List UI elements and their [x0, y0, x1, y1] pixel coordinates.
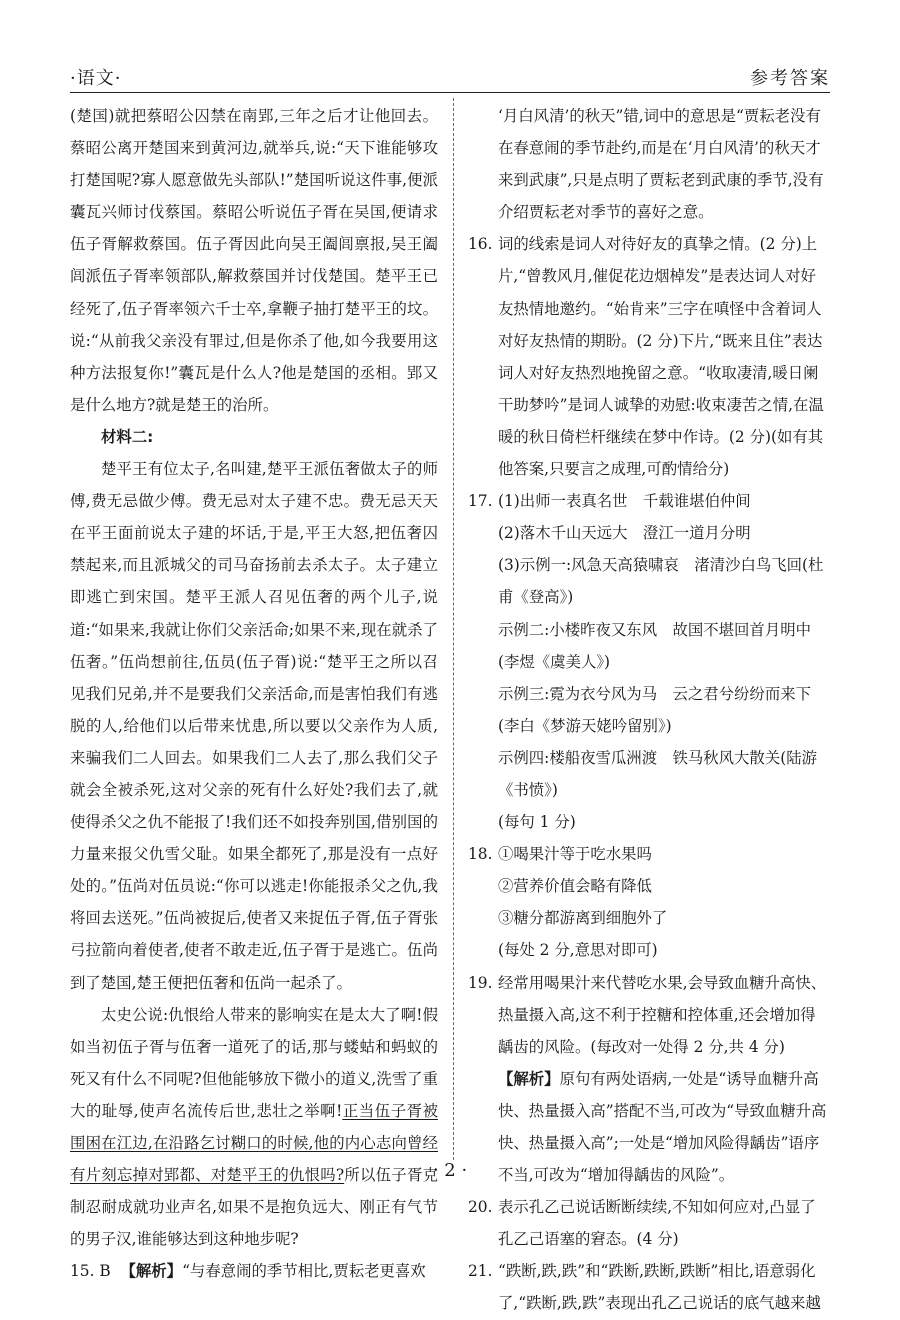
translation-paragraph-3 [70, 999, 438, 1256]
q15-analysis-tag: 【解析】 [120, 1262, 183, 1281]
q15-number: 15. B [70, 1262, 111, 1281]
q17-line-3: (3)示例一:风急天高猿啸哀 渚清沙白鸟飞回(杜甫《登高》) [498, 556, 824, 607]
q17-line-2: (2)落木千山天远大 澄江一道月分明 [498, 524, 751, 543]
q15-text: “与春意闹的季节相比,贾耘老更喜欢 [182, 1262, 426, 1281]
question-17 [468, 485, 830, 517]
q17-line-1: (1)出师一表真名世 千载谁堪伯仲间 [498, 492, 751, 511]
q18-answer-1: ①喝果汁等于吃水果吗 [498, 845, 652, 864]
q19-analysis-text: 原句有两处语病,一处是“诱导血糖升高快、热量摄入高”搭配不当,可改为“导致血糖升高快、热量摄入高”;一处是“增加风险得龋齿”语序不当,可改为“增加得龋齿的风险”。 [498, 1069, 827, 1185]
page-number: · 2 · [432, 1160, 468, 1181]
header-rule [70, 92, 830, 93]
paragraph-3-text-a: 太史公说:仇恨给人带来的影响实在是太大了啊!假如当初伍子胥与伍奢一道死了的话,那与蝼蛄和蚂蚁的死又有什么不同呢?但他能够放下微小的道义,洗雪了重大的耻辱,使声名流传后世,悲壮之举啊! [70, 1005, 438, 1120]
question-19 [468, 967, 830, 1063]
right-column [468, 100, 830, 1313]
q17-example-3: 示例三:霓为衣兮风为马 云之君兮纷纷而来下(李白《梦游天姥吟留别》) [498, 684, 811, 735]
q16-text: 词的线索是词人对待好友的真挚之情。(2 分)上片,“曾教风月,催促花边烟棹发”是表达词人对好友热情地邀约。“始肯来”三字在嗔怪中含着词人对好友热情的期盼。(2 分)下片,“既来且住”表达词人对好友热烈地挽留之意。“收取凄清,暖日阑干助梦吟”是词人诚挚的劝慰:收束凄苦之情,在温暖的秋日倚栏杆继续在梦中作诗。(2 分)(如有其他答案,只要言之成理,可酌情给分) [498, 235, 824, 479]
translation-paragraph-2: 楚平王有位太子,名叫建,楚平王派伍奢做太子的师傅,费无忌做少傅。费无忌对太子建不忠。费无忌天天在平王面前说太子建的坏话,于是,平王大怒,把伍奢囚禁起来,而且派城父的司马奋扬前去杀太子。太子建立即逃亡到宋国。楚平王派人召见伍奢的两个儿子,说道:“如果来,我就让你们父亲活命;如果不来,现在就杀了伍奢。”伍尚想前往,伍员(伍子胥)说:“楚平王之所以召见我们兄弟,并不是要我们父亲活命,而是害怕我们有逃脱的人,给他们以后带来忧患,所以要以父亲作为人质,来骗我们二人回去。如果我们二人去了,那么我们父子就会全被杀死,这对父亲的死有什么好处?我们去了,就使得杀父之仇不能报了!我们还不如投奔别国,借别国的力量来报父仇雪父耻。如果全都死了,那是没有一点好处的。”伍尚对伍员说:“你可以逃走!你能报杀父之仇,我将回去送死。”伍尚被捉后,使者又来捉伍子胥,伍子胥张弓拉箭向着使者,使者不敢走近,伍子胥于是逃亡。伍尚到了楚国,楚王便把伍奢和伍尚一起杀了。 [70, 460, 438, 992]
question-18 [468, 838, 830, 870]
translation-paragraph-1: (楚国)就把蔡昭公囚禁在南郢,三年之后才让他回去。蔡昭公离开楚国来到黄河边,就举兵,说:“天下谁能够攻打楚国呢?寡人愿意做先头部队!”楚国听说这件事,便派囊瓦兴师讨伐蔡国。蔡昭公听说伍子胥在吴国,便请求伍子胥解救蔡国。伍子胥因此向吴王阖闾禀报,吴王阖闾派伍子胥率领部队,解救蔡国并讨伐楚国。楚平王已经死了,伍子胥率领六千士卒,拿鞭子抽打楚平王的坟。说:“从前我父亲没有罪过,但是你杀了他,如今我要用这种方法报复你!”囊瓦是什么人?他是楚国的丞相。郢又是什么地方?就是楚王的治所。 [70, 107, 438, 414]
q18-answer-2: ②营养价值会略有降低 [498, 877, 652, 896]
q17-number: 17. [468, 492, 493, 511]
underlined-sentence: 正当伍子胥被围困在江边,在沿路乞讨糊口的时候,他的内心志向曾经有片刻忘掉对郢都、对楚平王的仇恨吗? [70, 1101, 438, 1185]
question-20 [468, 1191, 830, 1255]
question-15 [70, 1255, 438, 1287]
q21-number: 21. [468, 1262, 493, 1281]
subject-label: ·语文· [70, 68, 122, 89]
q16-number: 16. [468, 235, 493, 254]
q18-answer-3: ③糖分都游离到细胞外了 [498, 909, 668, 928]
q19-analysis-tag: 【解析】 [498, 1069, 560, 1088]
left-column [70, 100, 438, 1281]
material-2-heading: 材料二: [101, 427, 154, 446]
q21-text: “跌断,跌,跌”和“跌断,跌断,跌断”相比,语意弱化了,“跌断,跌,跌”表现出孔乙己说话的底气越来越 [498, 1262, 821, 1313]
section-title: 参考答案 [750, 68, 830, 89]
paragraph-3-text-b: 所以伍子胥克制忍耐成就功业声名,如果不是抱负远大、刚正有气节的男子汉,谁能够达到这种地步呢? [70, 1166, 438, 1249]
question-16 [468, 228, 830, 485]
q19-number: 19. [468, 973, 493, 992]
q15-continuation: ‘月白风清’的秋天”错,词中的意思是“贾耘老没有在春意闹的季节赴约,而是在‘月白风清’的秋天才来到武康”,只是点明了贾耘老到武康的季节,没有介绍贾耘老对季节的喜好之意。 [498, 107, 824, 222]
column-divider [453, 98, 454, 1160]
question-21 [468, 1255, 830, 1319]
q17-score: (每句 1 分) [498, 813, 576, 832]
q19-text: 经常用喝果汁来代替吃水果,会导致血糖升高快、热量摄入高,这不利于控糖和控体重,还会增加得龋齿的风险。(每改对一处得 2 分,共 4 分) [498, 973, 827, 1056]
q20-text: 表示孔乙己说话断断续续,不知如何应对,凸显了孔乙己语塞的窘态。(4 分) [498, 1198, 816, 1249]
q17-example-2: 示例二:小楼昨夜又东风 故国不堪回首月明中(李煜《虞美人》) [498, 620, 811, 671]
q18-number: 18. [468, 845, 493, 864]
q18-score: (每处 2 分,意思对即可) [498, 941, 658, 960]
q17-example-4: 示例四:楼船夜雪瓜洲渡 铁马秋风大散关(陆游《书愤》) [498, 748, 818, 799]
q20-number: 20. [468, 1198, 493, 1217]
page-header [70, 60, 830, 90]
